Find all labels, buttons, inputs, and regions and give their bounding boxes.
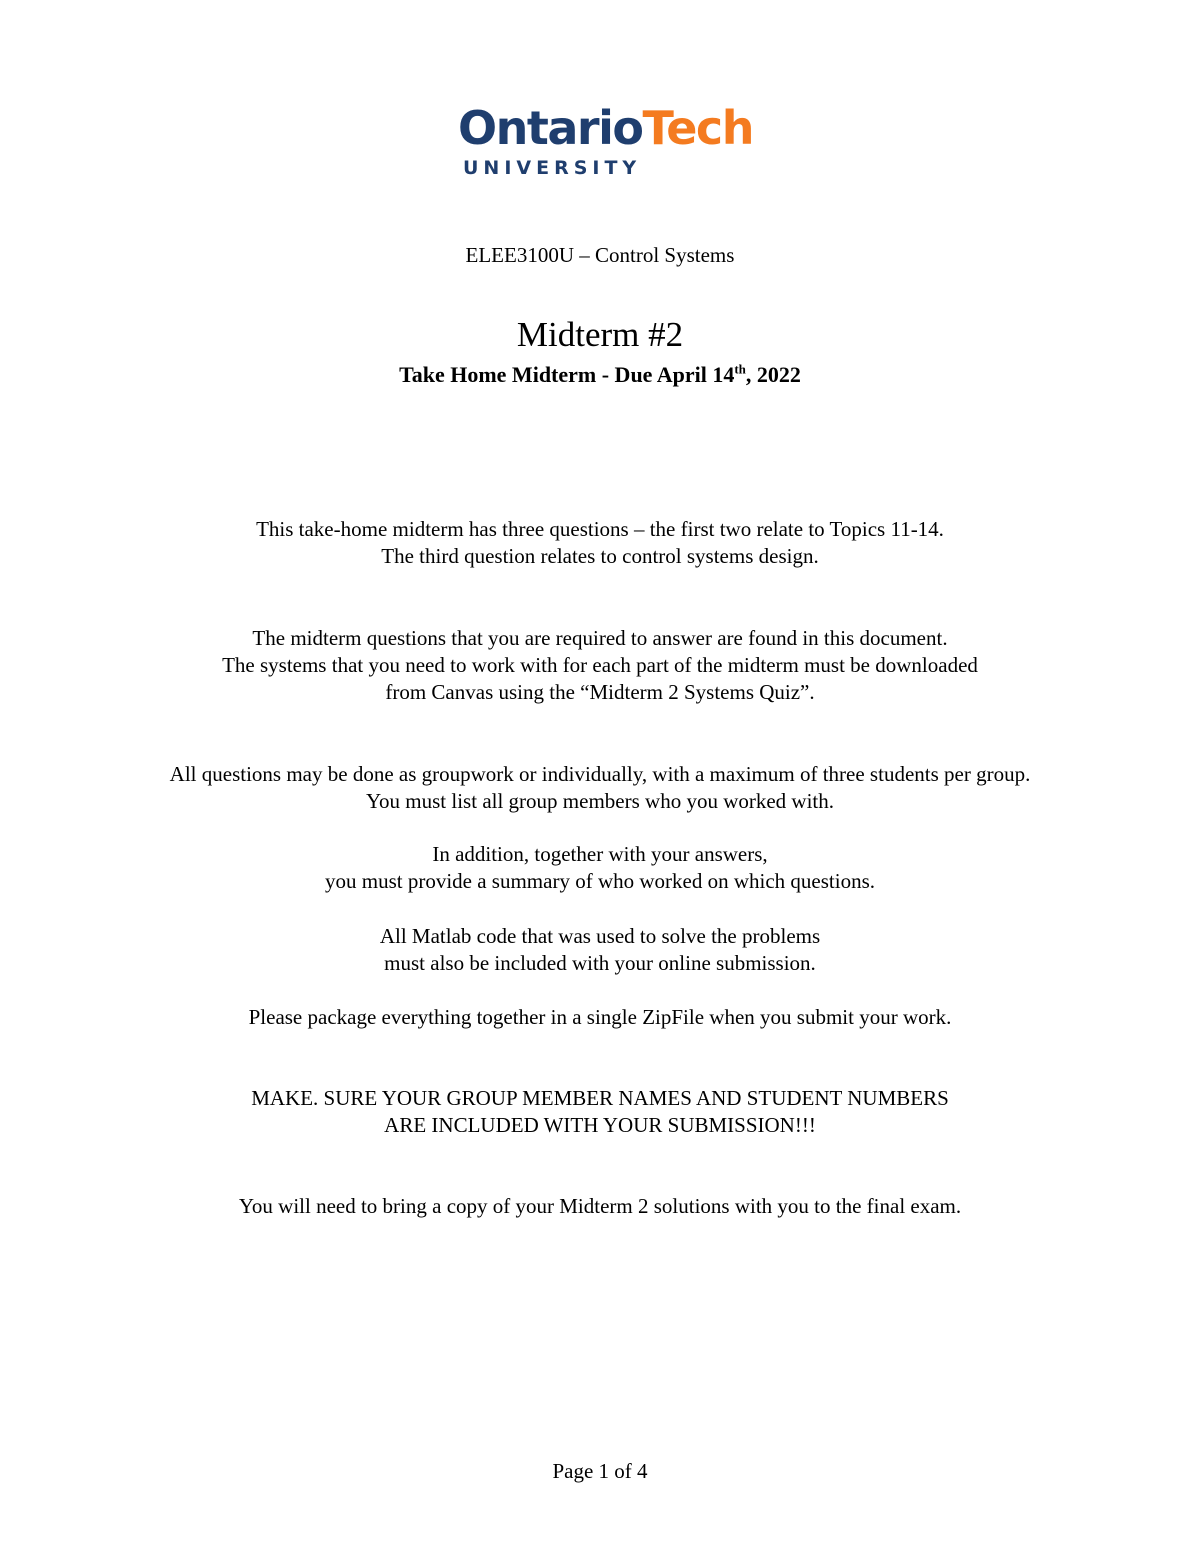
text-line: All questions may be done as groupwork or individually, with a maximum of three students per group. — [169, 762, 1031, 786]
paragraph-overview — [0, 516, 1200, 570]
text-line: This take-home midterm has three questions – the first two relate to Topics 11-14. — [256, 517, 944, 541]
paragraph-downloads — [0, 625, 1200, 706]
text-line: The midterm questions that you are required to answer are found in this document. — [252, 626, 948, 650]
paragraph-groupwork — [0, 761, 1200, 815]
text-line: You must list all group members who you worked with. — [365, 789, 835, 813]
paragraph-final-exam — [0, 1193, 1200, 1220]
text-line: In addition, together with your answers, — [432, 842, 768, 866]
text-line: you must provide a summary of who worked on which questions. — [324, 869, 875, 893]
logo-wordmark — [458, 100, 753, 156]
subtitle-ordinal: th — [734, 361, 746, 377]
subtitle-year: , 2022 — [745, 362, 801, 387]
logo-tech: Tech — [642, 101, 753, 155]
paragraph-zipfile — [0, 1004, 1200, 1031]
university-logo — [458, 100, 753, 180]
page-title: Midterm #2 — [516, 315, 684, 354]
text-line: from Canvas using the “Midterm 2 Systems Quiz”. — [385, 680, 815, 704]
text-line: All Matlab code that was used to solve the problems — [379, 924, 821, 948]
paragraph-warning — [0, 1085, 1200, 1139]
text-line: The third question relates to control systems design. — [381, 544, 819, 568]
page-number: Page 1 of 4 — [552, 1459, 648, 1483]
text-line: You will need to bring a copy of your Midterm 2 solutions with you to the final exam. — [238, 1194, 962, 1218]
course-name: ELEE3100U – Control Systems — [465, 243, 735, 267]
page-subtitle — [0, 361, 1200, 388]
text-line: must also be included with your online submission. — [384, 951, 816, 975]
paragraph-matlab — [0, 923, 1200, 977]
subtitle-main: Take Home Midterm - Due April 14 — [399, 362, 735, 387]
logo-ontario: Ontario — [458, 101, 643, 155]
text-line: ARE INCLUDED WITH YOUR SUBMISSION!!! — [384, 1113, 816, 1137]
text-line: The systems that you need to work with for each part of the midterm must be downloaded — [222, 653, 978, 677]
text-line: MAKE. SURE YOUR GROUP MEMBER NAMES AND STUDENT NUMBERS — [251, 1086, 949, 1110]
logo-university: UNIVERSITY — [463, 157, 642, 179]
text-line: Please package everything together in a single ZipFile when you submit your work. — [248, 1005, 952, 1029]
paragraph-summary — [0, 841, 1200, 895]
